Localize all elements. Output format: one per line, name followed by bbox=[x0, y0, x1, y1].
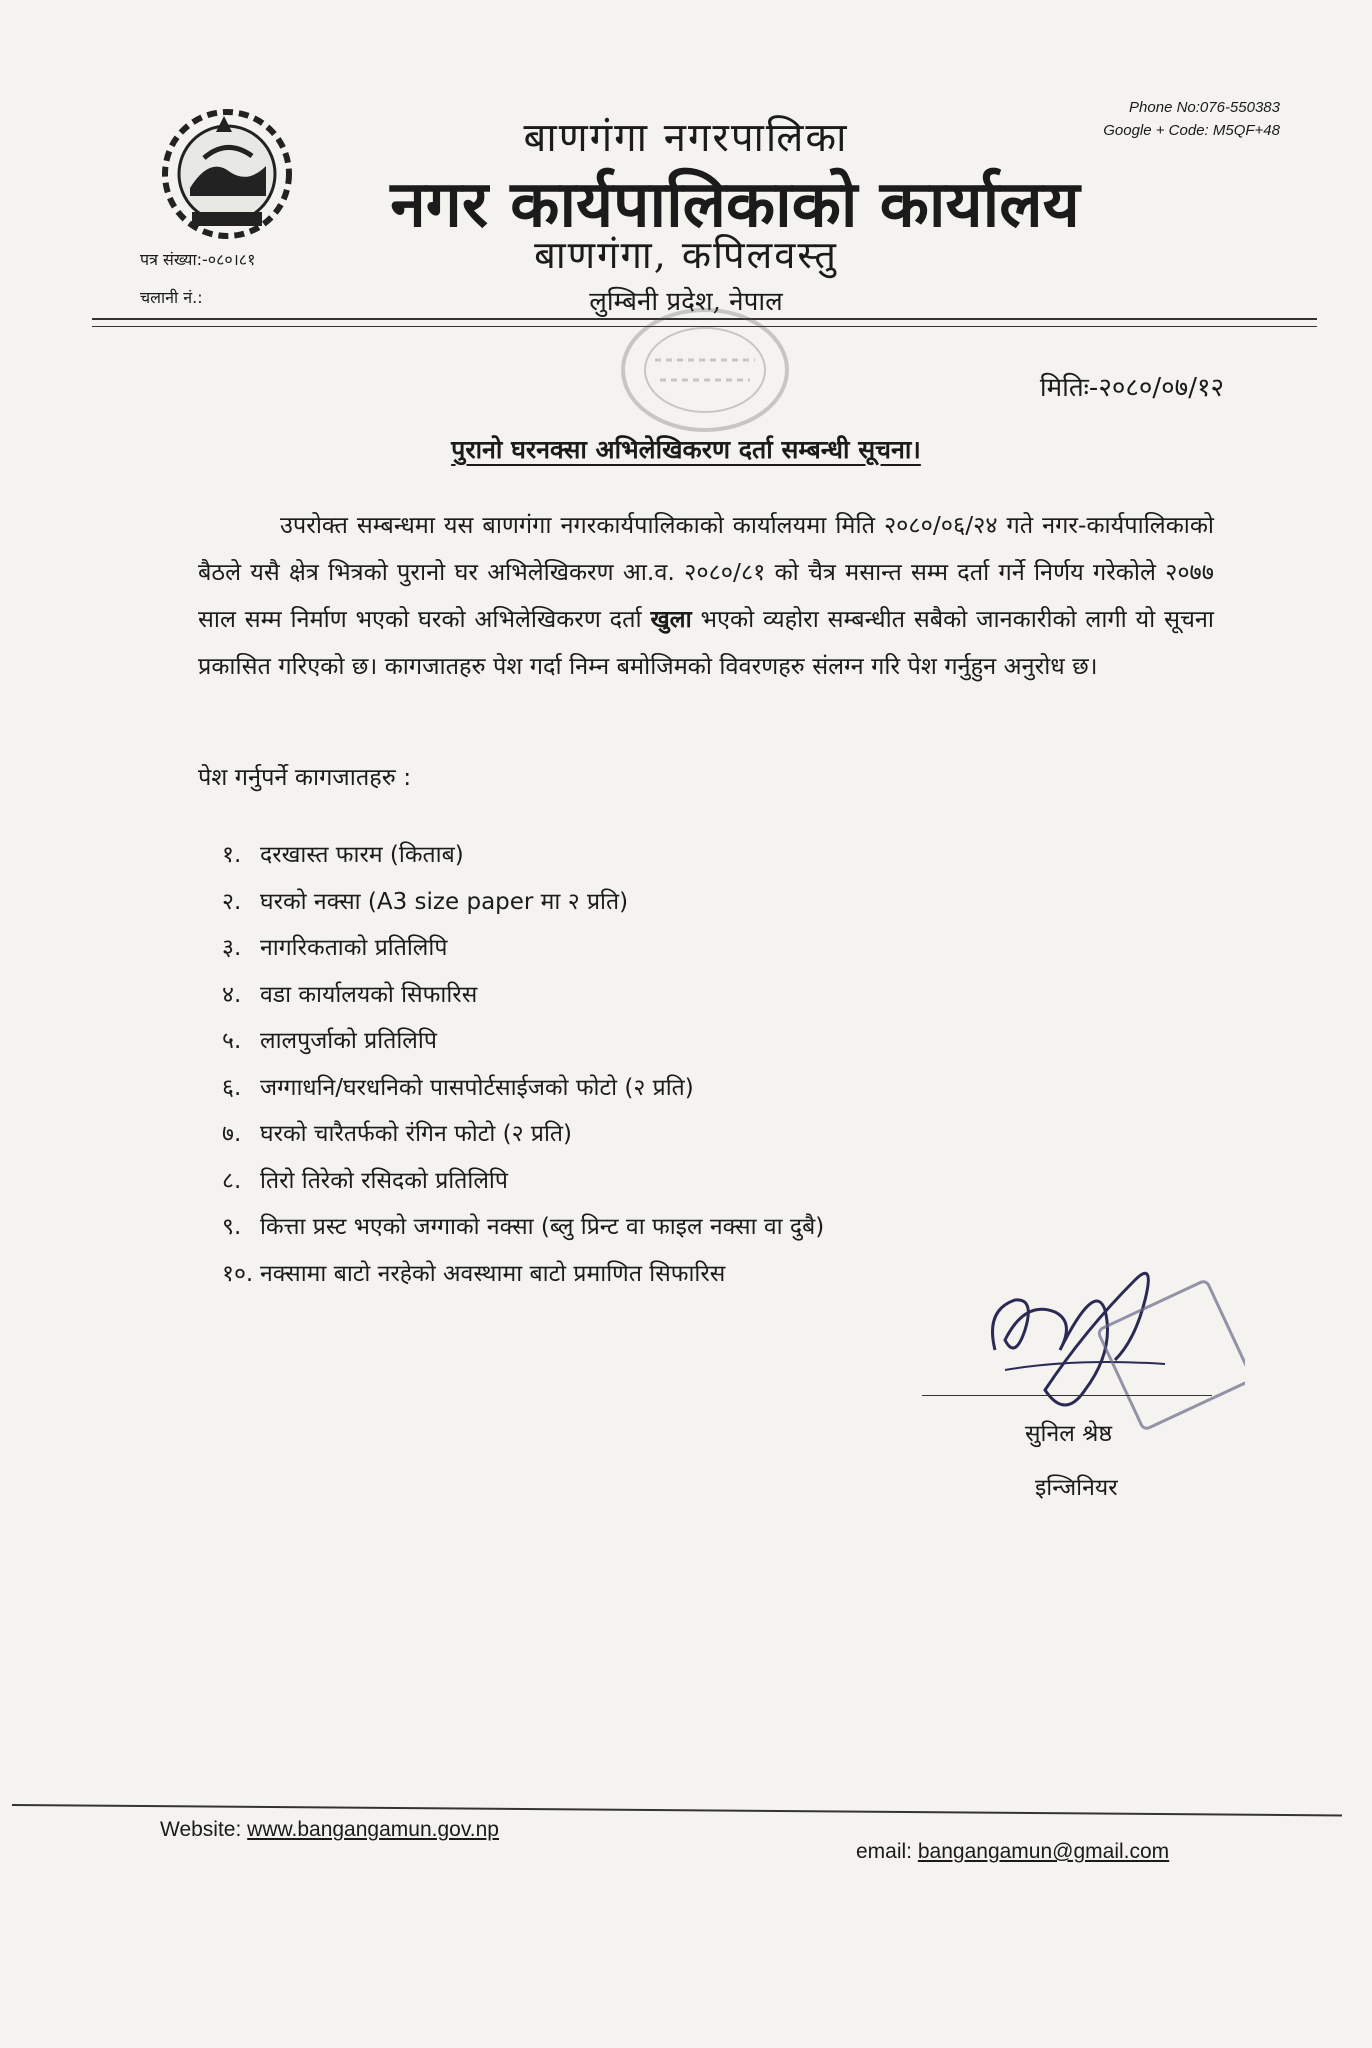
list-item: ९. कित्ता प्रस्ट भएको जग्गाको नक्सा (ब्लु प्रिन्ट वा फाइल नक्सा वा दुबै) bbox=[222, 1214, 825, 1240]
notice-date: मितिः-२०८०/०७/१२ bbox=[1039, 373, 1224, 403]
office-address: बाणगंगा, कपिलवस्तु bbox=[534, 233, 838, 277]
notice-body bbox=[198, 502, 1214, 690]
documents-heading: पेश गर्नुपर्ने कागजातहरु : bbox=[198, 763, 412, 791]
office-name: नगर कार्यपालिकाको कार्यालय bbox=[390, 168, 1080, 242]
signatory-name: सुनिल श्रेष्ठ bbox=[1025, 1421, 1113, 1447]
footer-divider bbox=[12, 1804, 1342, 1816]
letter-number: पत्र संख्या:-०८०।८१ bbox=[140, 250, 256, 269]
list-item: १०. नक्सामा बाटो नरहेको अवस्थामा बाटो प्रमाणित सिफारिस bbox=[222, 1260, 726, 1287]
province-address: लुम्बिनी प्रदेश, नेपाल bbox=[589, 287, 783, 317]
municipality-name: बाणगंगा नगरपालिका bbox=[523, 115, 849, 161]
phone-number: Phone No:076-550383 bbox=[1129, 99, 1280, 116]
signatory-title: इन्जिनियर bbox=[1035, 1475, 1118, 1501]
list-item: ४. वडा कार्यालयको सिफारिस bbox=[222, 981, 478, 1008]
body-text-part-2: भएको व्यहोरा सम्बन्धीत सबैको जानकारीको लागी यो सूचना प्रकासित गरिएको छ। कागजातहरु पेश गर्दा निम्न बमोजिमको विवरणहरु संलग्न गरि पेश गर्नुहुन अनुरोध छ। bbox=[198, 605, 1215, 680]
notice-subject: पुरानो घरनक्सा अभिलेखिकरण दर्ता सम्बन्धी सूचना। bbox=[451, 435, 921, 464]
list-item: २. घरको नक्सा (A3 size paper मा २ प्रति) bbox=[222, 888, 629, 915]
list-item: ८. तिरो तिरेको रसिदको प्रतिलिपि bbox=[222, 1167, 508, 1194]
google-plus-code: Google + Code: M5QF+48 bbox=[1103, 122, 1280, 139]
website-label: Website: bbox=[160, 1818, 242, 1841]
list-item: ५. लालपुर्जाको प्रतिलिपि bbox=[222, 1028, 437, 1054]
office-stamp-icon bbox=[615, 300, 795, 440]
website-link[interactable]: www.bangangamun.gov.np bbox=[247, 1818, 499, 1841]
list-item: ३. नागरिकताको प्रतिलिपि bbox=[222, 935, 448, 961]
list-item: ६. जग्गाधनि/घरधनिको पासपोर्टसाईजको फोटो (२ प्रति) bbox=[222, 1074, 694, 1101]
email-label: email: bbox=[856, 1840, 913, 1863]
signature-icon bbox=[965, 1240, 1245, 1445]
list-item: १. दरखास्त फारम (किताब) bbox=[222, 842, 464, 868]
footer-website bbox=[160, 1818, 499, 1842]
signature-line bbox=[922, 1395, 1212, 1396]
email-link[interactable]: bangangamun@gmail.com bbox=[917, 1840, 1170, 1863]
list-item: ७. घरको चारैतर्फको रंगिन फोटो (२ प्रति) bbox=[222, 1121, 572, 1147]
dispatch-number: चलानी नं.: bbox=[140, 288, 203, 307]
documents-list bbox=[222, 832, 824, 1297]
body-text-part-1: उपरोक्त सम्बन्धमा यस बाणगंगा नगरकार्यपालिकाको कार्यालयमा मिति २०८०/०६/२४ गते नगर-कार्यपालिकाको बैठले यसै क्षेत्र भित्रको पुरानो घर अभिलेखिकरण आ.व. २०८०/८१ को चैत्र मसान्त सम्म दर्ता गर्ने निर्णय गरेकोले २०७७ साल सम्म निर्माण भएको घरको अभिलेखिकरण दर्ता bbox=[198, 511, 1214, 633]
body-text-emphasis: खुला bbox=[650, 605, 692, 633]
footer-email bbox=[856, 1840, 1169, 1864]
